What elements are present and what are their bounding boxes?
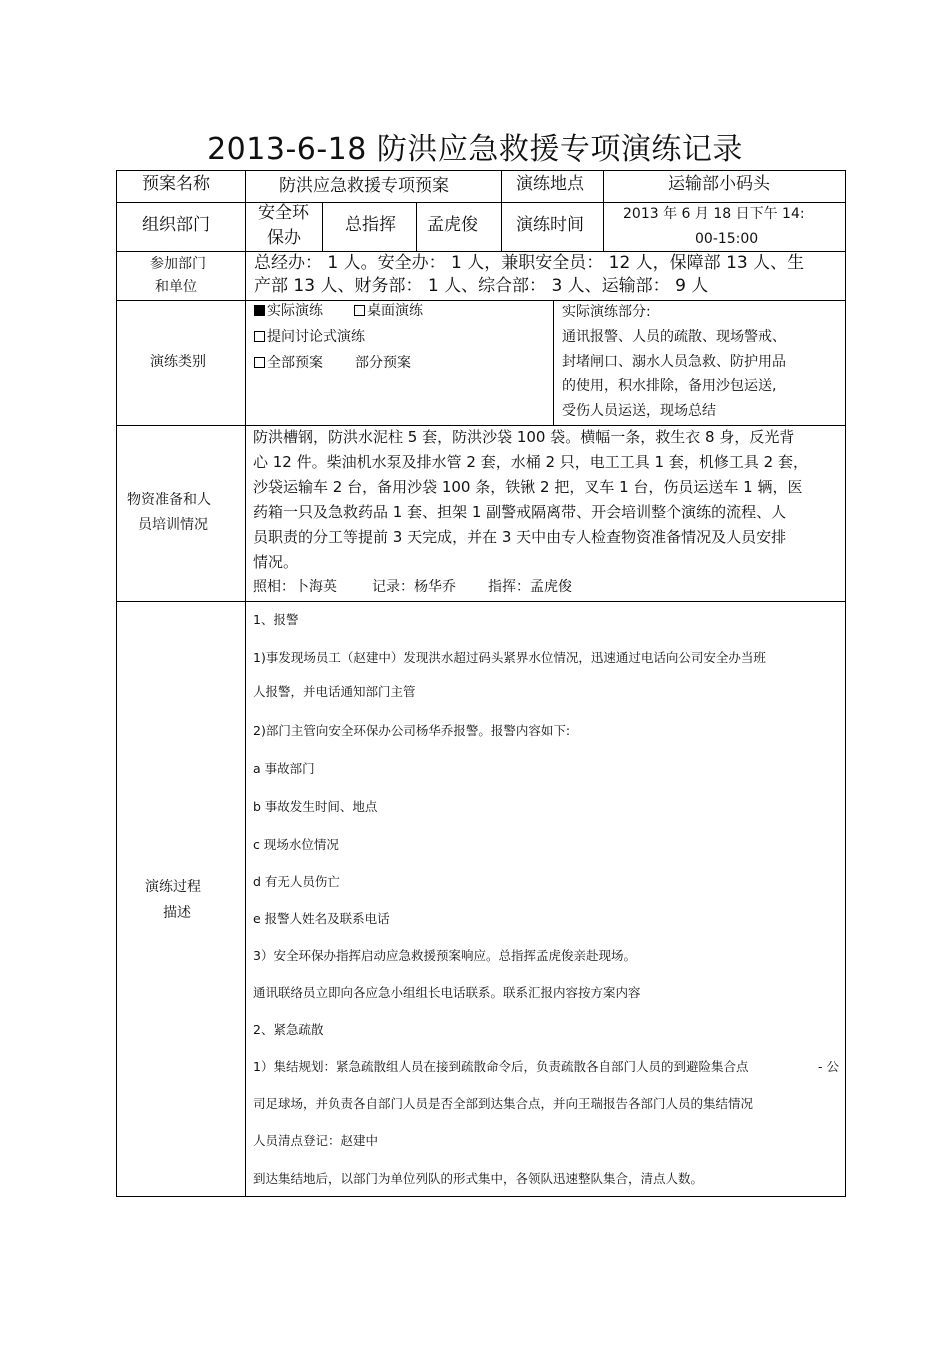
process-line: e 报警人姓名及联系电话: [253, 911, 390, 926]
checkbox-discussion: [254, 331, 265, 342]
type-parts-line: 的使用，积水排除，备用沙包运送,: [562, 378, 777, 394]
option-partial: 部分预案: [355, 355, 411, 371]
materials-line: 沙袋运输车 2 台，备用沙袋 100 条，铁锹 2 把，叉车 1 台，伤员运送车 1 辆，医: [253, 478, 803, 496]
plan-name-value: 防洪应急救援专项预案: [279, 176, 449, 196]
option-discussion: [254, 330, 365, 344]
option-actual-label: 实际演练: [267, 303, 323, 319]
process-line: c 现场水位情况: [253, 837, 339, 852]
type-label: 演练类别: [150, 354, 206, 370]
materials-line: 心 12 件。柴油机水泵及排水管 2 套，水桶 2 只，电工工具 1 套，机修工具 2 套，: [253, 453, 808, 471]
option-actual: [254, 304, 323, 318]
org-label: 组织部门: [142, 215, 210, 235]
option-full-label: 全部预案: [267, 355, 323, 371]
process-line: a 事故部门: [253, 761, 315, 776]
command-credit: 指挥：孟虎俊: [488, 579, 572, 595]
org-value-line1: 安全环: [258, 203, 309, 223]
participants-line2: 产部 13 人、财务部： 1 人、综合部： 3 人、运输部： 9 人: [254, 276, 709, 296]
process-line: d 有无人员伤亡: [253, 874, 340, 889]
process-line: 2、紧急疏散: [253, 1022, 324, 1037]
process-line: 1、报警: [253, 612, 299, 627]
process-line: 通讯联络员立即向各应急小组组长电话联系。联系汇报内容按方案内容: [253, 985, 641, 1000]
materials-label-line2: 员培训情况: [138, 517, 208, 533]
commander-label: 总指挥: [345, 215, 396, 235]
participants-label-line2: 和单位: [155, 279, 197, 295]
record-credit: 记录：杨华乔: [372, 579, 456, 595]
materials-label-line1: 物资准备和人: [127, 492, 211, 508]
option-desktop-label: 桌面演练: [367, 303, 423, 319]
type-parts-line: 受伤人员运送，现场总结: [562, 403, 716, 419]
process-line: 2)部门主管向安全环保办公司杨华乔报警。报警内容如下:: [253, 723, 571, 738]
process-label-line1: 演练过程: [145, 879, 201, 895]
option-discussion-label: 提问讨论式演练: [267, 329, 365, 345]
process-line: 司足球场，并负责各自部门人员是否全部到达集合点，并向王瑞报告各部门人员的集结情况: [253, 1096, 754, 1111]
location-value: 运输部小码头: [668, 174, 770, 194]
process-line: b 事故发生时间、地点: [253, 799, 378, 814]
location-label: 演练地点: [516, 174, 584, 194]
process-line: 人报警，并电话通知部门主管: [253, 684, 416, 699]
type-parts-line: 封堵闸口、溺水人员急救、防护用品: [562, 354, 786, 370]
process-line-tail: - 公: [818, 1059, 839, 1074]
process-line: 1）集结规划：紧急疏散组人员在接到疏散命令后，负责疏散各自部门人员的到避险集合点: [253, 1059, 749, 1074]
materials-line: 药箱一只及急救药品 1 套、担架 1 副警戒隔离带、开会培训整个演练的流程、人: [253, 503, 787, 521]
participants-line1: 总经办： 1 人。安全办： 1 人，兼职安全员： 12 人，保障部 13 人、生: [254, 253, 805, 273]
process-line: 人员清点登记：赵建中: [253, 1133, 379, 1148]
process-line: 1)事发现场员工（赵建中）发现洪水超过码头紧界水位情况，迅速通过电话向公司安全办当班: [253, 650, 766, 665]
option-desktop: [354, 304, 423, 318]
checkbox-actual-checked: [254, 305, 265, 316]
option-full: [254, 356, 323, 370]
process-label-line2: 描述: [163, 905, 191, 921]
org-value-line2: 保办: [267, 228, 301, 248]
photo-credit: 照相：卜海英: [253, 579, 337, 595]
participants-label-line1: 参加部门: [150, 256, 206, 272]
time-label: 演练时间: [516, 215, 584, 235]
type-parts-line: 实际演练部分:: [562, 304, 651, 320]
materials-line: 情况。: [253, 553, 299, 571]
type-parts-line: 通讯报警、人员的疏散、现场警戒、: [562, 329, 786, 345]
time-value-line2: 00-15:00: [695, 231, 759, 247]
checkbox-desktop: [354, 305, 365, 316]
materials-line: 防洪槽钢，防洪水泥柱 5 套，防洪沙袋 100 袋。横幅一条，救生衣 8 身，反光背: [253, 428, 795, 446]
plan-name-label: 预案名称: [142, 174, 210, 194]
page-title: 2013-6-18 防洪应急救援专项演练记录: [207, 132, 743, 167]
process-line: 到达集结地后，以部门为单位列队的形式集中，各领队迅速整队集合，清点人数。: [253, 1171, 704, 1186]
cell-materials-label: [116, 425, 246, 602]
materials-line: 员职责的分工等提前 3 天完成，并在 3 天中由专人检查物资准备情况及人员安排: [253, 528, 787, 546]
process-line: 3）安全环保办指挥启动应急救援预案响应。总指挥孟虎俊亲赴现场。: [253, 948, 636, 963]
cell-process-label: [116, 601, 246, 1197]
checkbox-full: [254, 357, 265, 368]
commander-value: 孟虎俊: [427, 215, 478, 235]
time-value-line1: 2013 年 6 月 18 日下午 14:: [623, 206, 805, 222]
